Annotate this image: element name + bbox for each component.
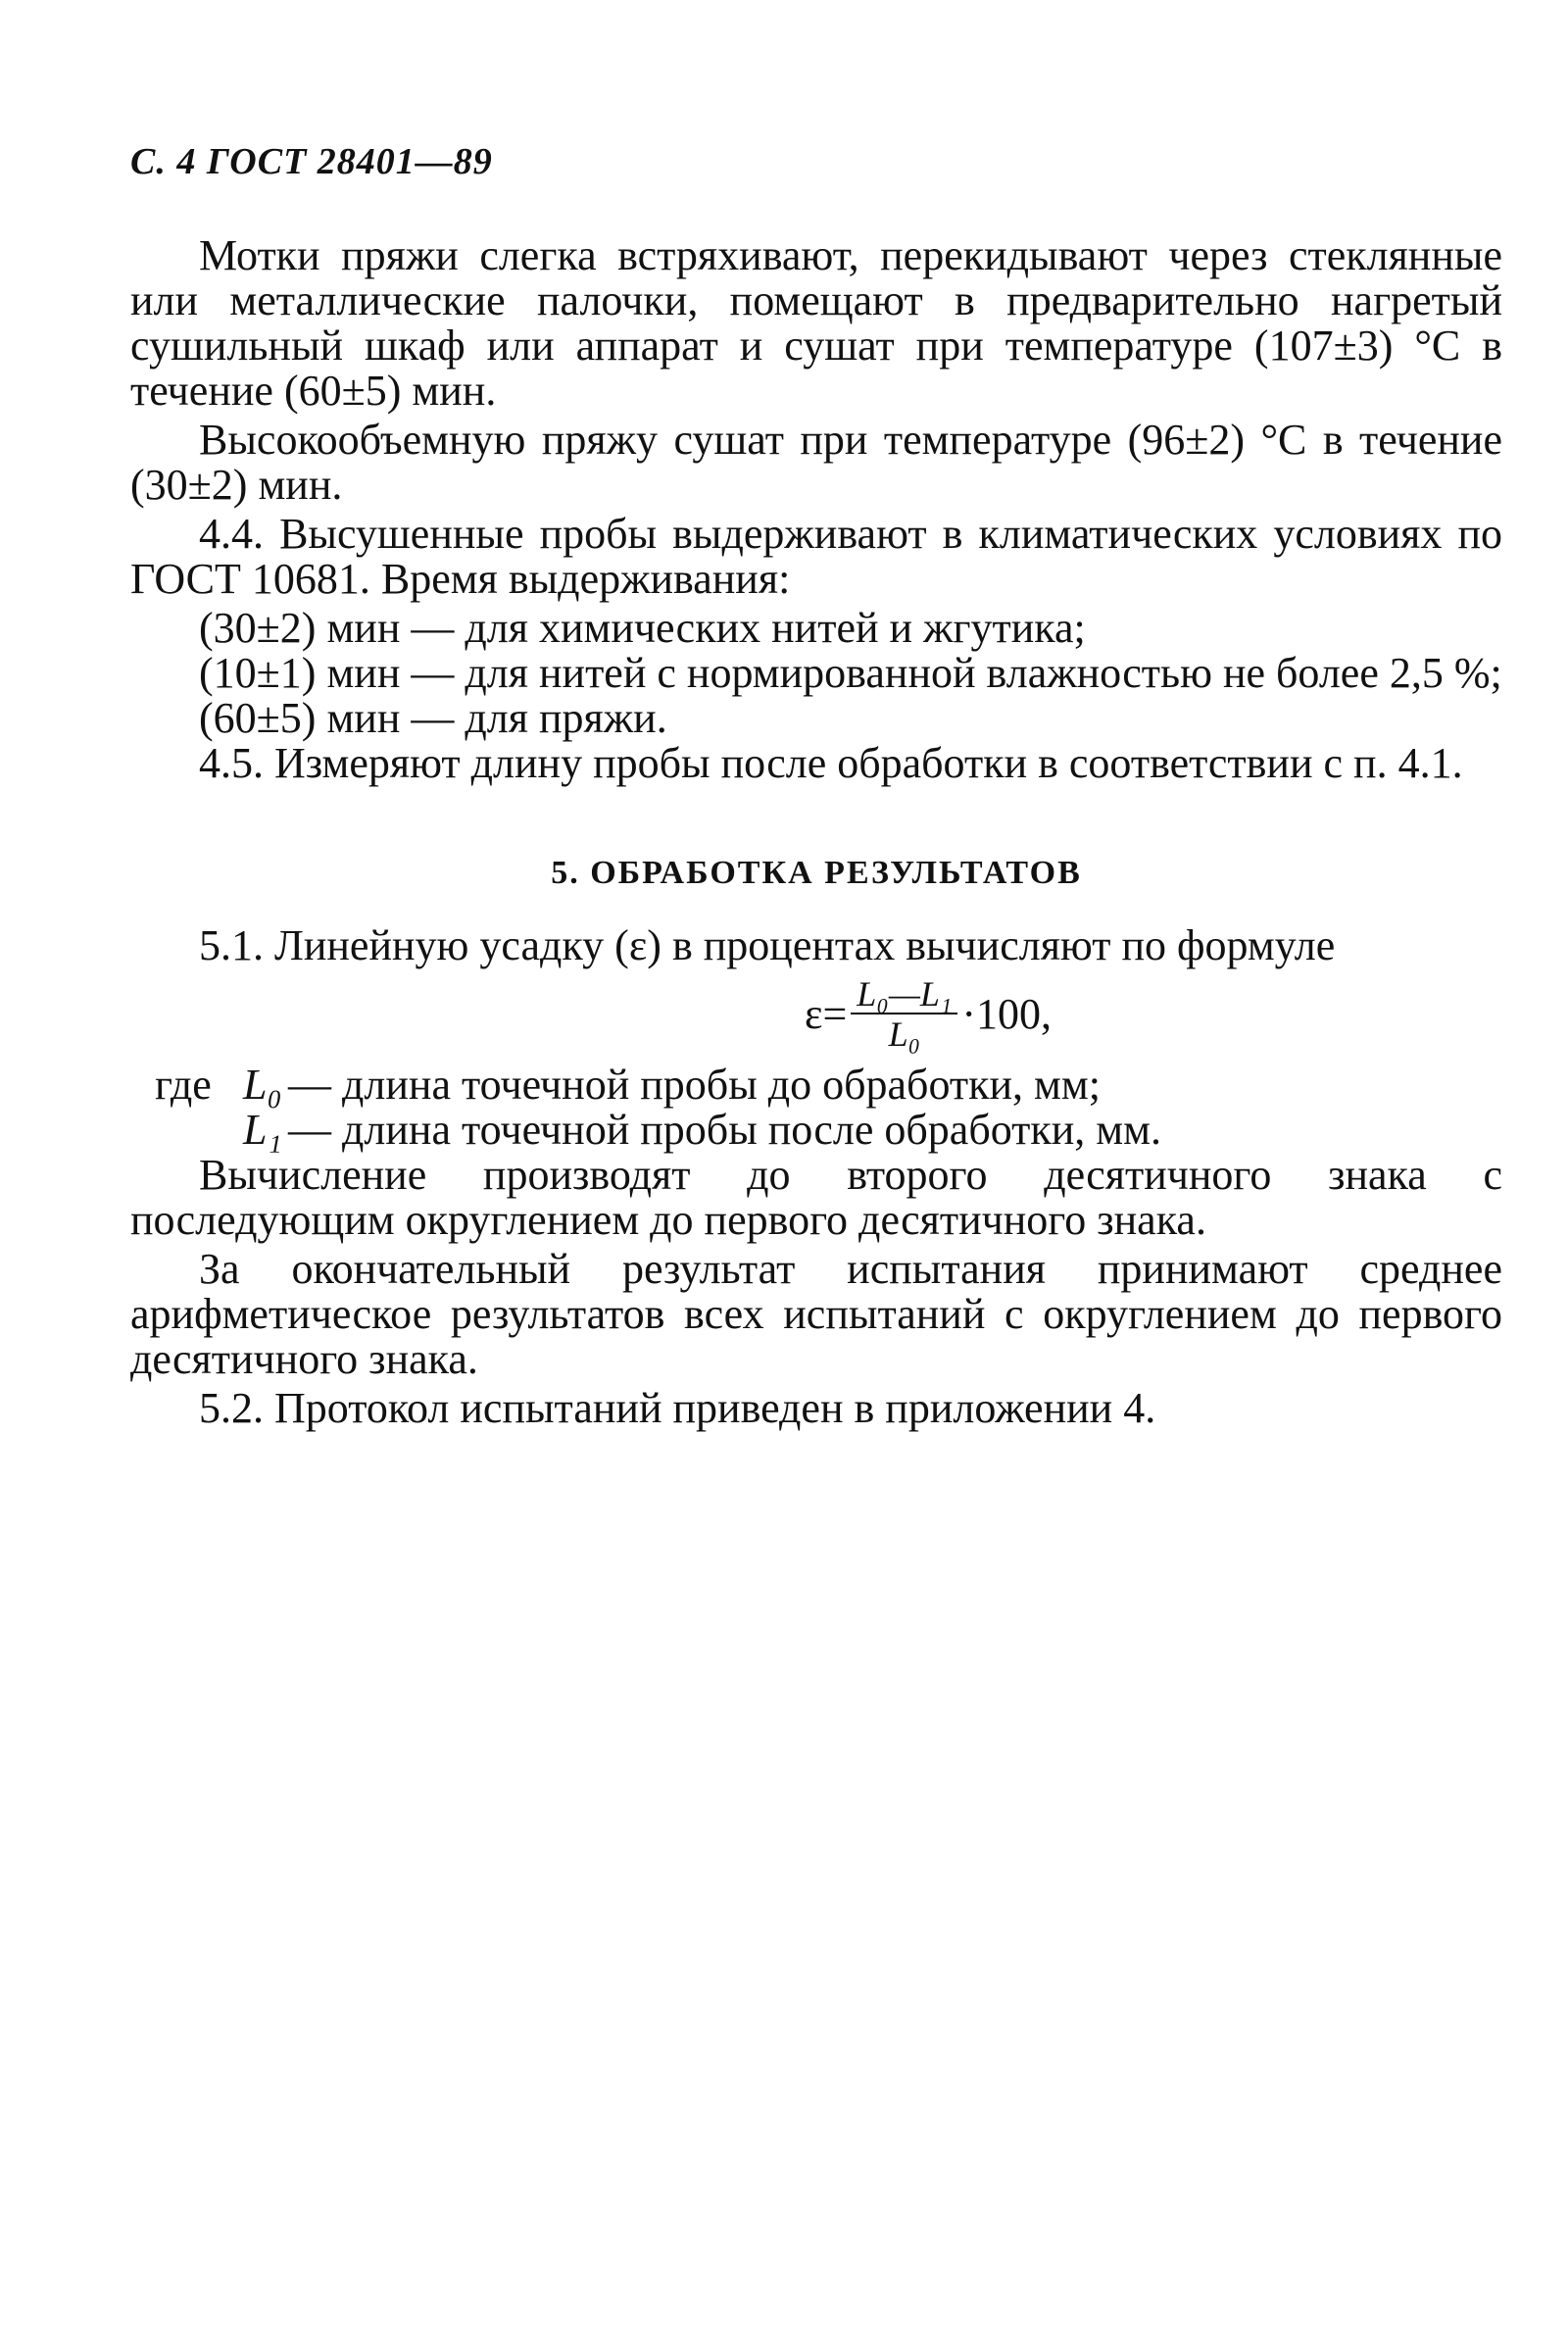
- formula-lhs: ε=: [805, 990, 848, 1038]
- where-lead: где: [155, 1061, 212, 1109]
- paragraph-final-result: За окончательный результат испытания принимают среднее арифметическое результатов всех испытаний с округлением до первого десятичного знака.: [130, 1245, 1502, 1383]
- document-body: [130, 233, 1502, 1435]
- running-header: С. 4 ГОСТ 28401—89: [130, 141, 493, 182]
- formula-denominator: L₀: [888, 1014, 921, 1054]
- formula: [805, 972, 1052, 1057]
- formula-numerator: L₀—L₁: [851, 975, 957, 1014]
- list-item: (10±1) мин — для нитей с нормированной влажностью не более 2,5 %;: [199, 649, 1502, 697]
- formula-fraction: [851, 975, 957, 1054]
- paragraph-bulky-yarn: Высокообъемную пряжу сушат при температуре (96±2) °С в течение (30±2) мин.: [130, 416, 1502, 509]
- formula-block: [130, 972, 1502, 1057]
- paragraph-drying-skeins: Мотки пряжи слегка встряхивают, перекидывают через стеклянные или металлические палочки, помещают в предварительно нагретый сушильный шкаф или аппарат и сушат при температуре (107±3) °С в течение (60±5) мин.: [130, 231, 1502, 415]
- formula-rhs: ·100,: [961, 990, 1053, 1038]
- symbol-l0-definition: — длина точечной пробы до обработки, мм;: [288, 1061, 1101, 1109]
- section-heading: 5. ОБРАБОТКА РЕЗУЛЬТАТОВ: [551, 855, 1082, 891]
- symbol-l0: L₀: [243, 1061, 282, 1109]
- paragraph-4-5: 4.5. Измеряют длину пробы после обработки в соответствии с п. 4.1.: [199, 739, 1463, 787]
- symbol-l1-definition: — длина точечной пробы после обработки, мм.: [288, 1106, 1161, 1154]
- symbol-l1: L₁: [243, 1106, 282, 1154]
- list-item: (60±5) мин — для пряжи.: [199, 694, 667, 742]
- where-row: [130, 1063, 1502, 1108]
- where-row: [130, 1108, 1502, 1153]
- paragraph-4-4: 4.4. Высушенные пробы выдерживают в климатических условиях по ГОСТ 10681. Время выдерживания:: [130, 510, 1502, 603]
- list-item: (30±2) мин — для химических нитей и жгутика;: [199, 604, 1086, 652]
- paragraph-calculation: Вычисление производят до второго десятичного знака с последующим округлением до первого десятичного знака.: [130, 1151, 1502, 1244]
- paragraph-5-2: 5.2. Протокол испытаний приведен в приложении 4.: [199, 1384, 1156, 1432]
- paragraph-5-1: 5.1. Линейную усадку (ε) в процентах вычисляют по формуле: [199, 921, 1336, 969]
